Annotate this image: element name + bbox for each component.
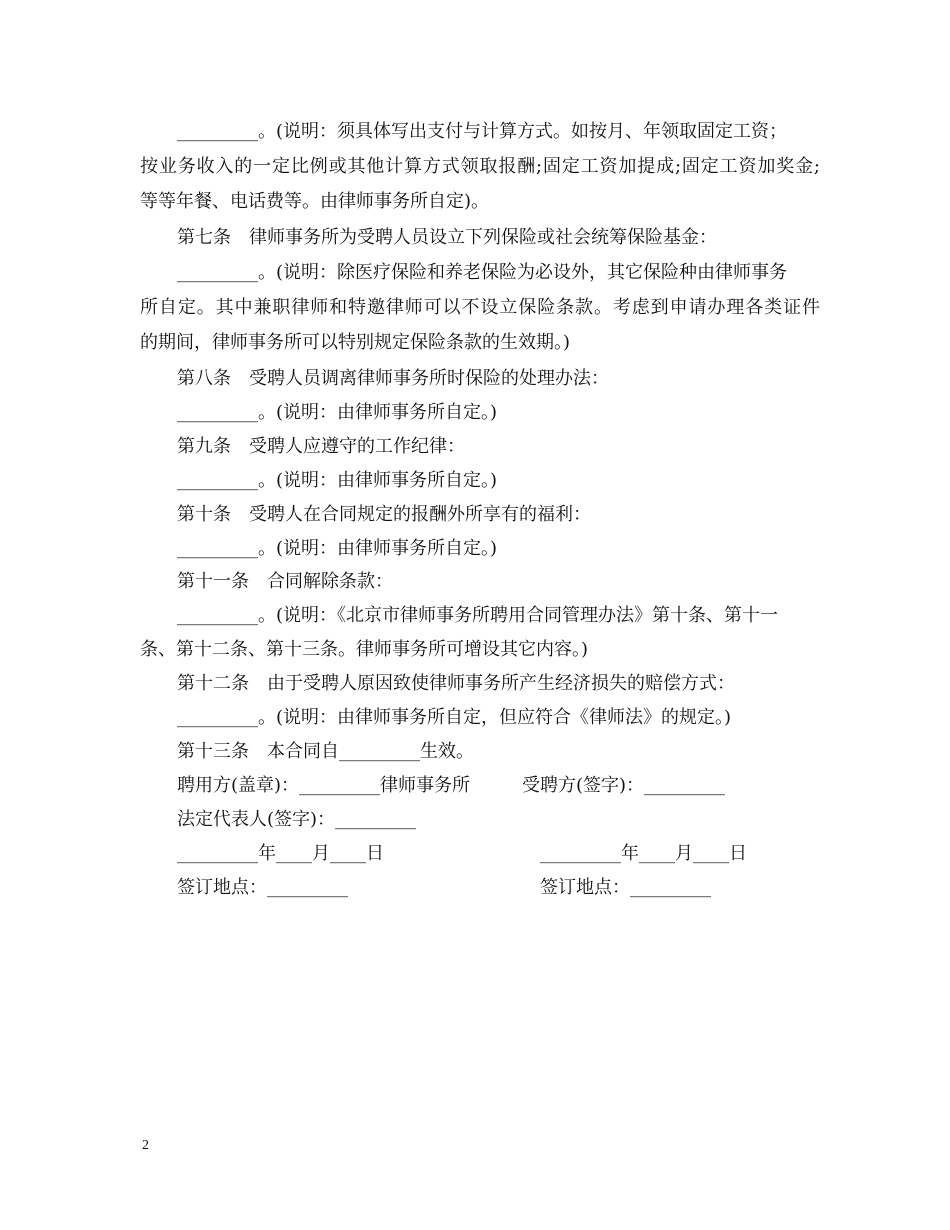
article-heading: 第八条 受聘人员调离律师事务所时保险的处理办法： <box>177 368 609 389</box>
article-heading: 第九条 受聘人应遵守的工作纪律： <box>177 436 465 457</box>
page-number: 2 <box>142 1138 149 1153</box>
paragraph-line: 等等年餐、电话费等。由律师事务所自定)。 <box>140 191 490 212</box>
article-heading: 第七条 律师事务所为受聘人员设立下列保险或社会统筹保险基金： <box>177 227 717 248</box>
employer-signature: 聘用方(盖章)：_________律师事务所 <box>177 775 471 796</box>
article-heading: 第十一条 合同解除条款： <box>177 571 393 592</box>
paragraph-line: 按业务收入的一定比例或其他计算方式领取报酬;固定工资加提成;固定工资加奖金; <box>140 156 820 177</box>
paragraph-line: _________。(说明：须具体写出支付与计算方式。如按月、年领取固定工资； <box>177 121 788 142</box>
article-heading: 第十二条 由于受聘人原因致使律师事务所产生经济损失的赔偿方式： <box>177 673 735 694</box>
paragraph-line: _________。(说明：由律师事务所自定。) <box>177 470 498 491</box>
paragraph-line: 的期间，律师事务所可以特别规定保险条款的生效期。) <box>140 332 571 353</box>
paragraph-line: 所自定。其中兼职律师和特邀律师可以不设立保险条款。考虑到申请办理各类证件 <box>140 297 820 318</box>
paragraph-line: _________。(说明：由律师事务所自定。) <box>177 538 498 559</box>
date-right: _________年____月____日 <box>540 843 747 864</box>
paragraph-line: _________。(说明：除医疗保险和养老保险为必设外，其它保险种由律师事务 <box>177 262 788 283</box>
paragraph-line: _________。(说明：由律师事务所自定，但应符合《律师法》的规定。) <box>177 707 732 728</box>
article-heading: 第十条 受聘人在合同规定的报酬外所享有的福利： <box>177 504 591 525</box>
paragraph-line: 条、第十二条、第十三条。律师事务所可增设其它内容。) <box>140 639 589 660</box>
paragraph-line: _________。(说明：《北京市律师事务所聘用合同管理办法》第十条、第十一 <box>177 605 779 626</box>
article-heading: 第十三条 本合同自_________生效。 <box>177 741 474 762</box>
signing-place-left: 签订地点：_________ <box>177 877 348 898</box>
date-left: _________年____月____日 <box>177 843 384 864</box>
signing-place-right: 签订地点：_________ <box>540 877 711 898</box>
paragraph-line: _________。(说明：由律师事务所自定。) <box>177 402 498 423</box>
legal-representative-signature: 法定代表人(签字)：_________ <box>177 809 417 830</box>
employee-signature: 受聘方(签字)：_________ <box>522 775 726 796</box>
